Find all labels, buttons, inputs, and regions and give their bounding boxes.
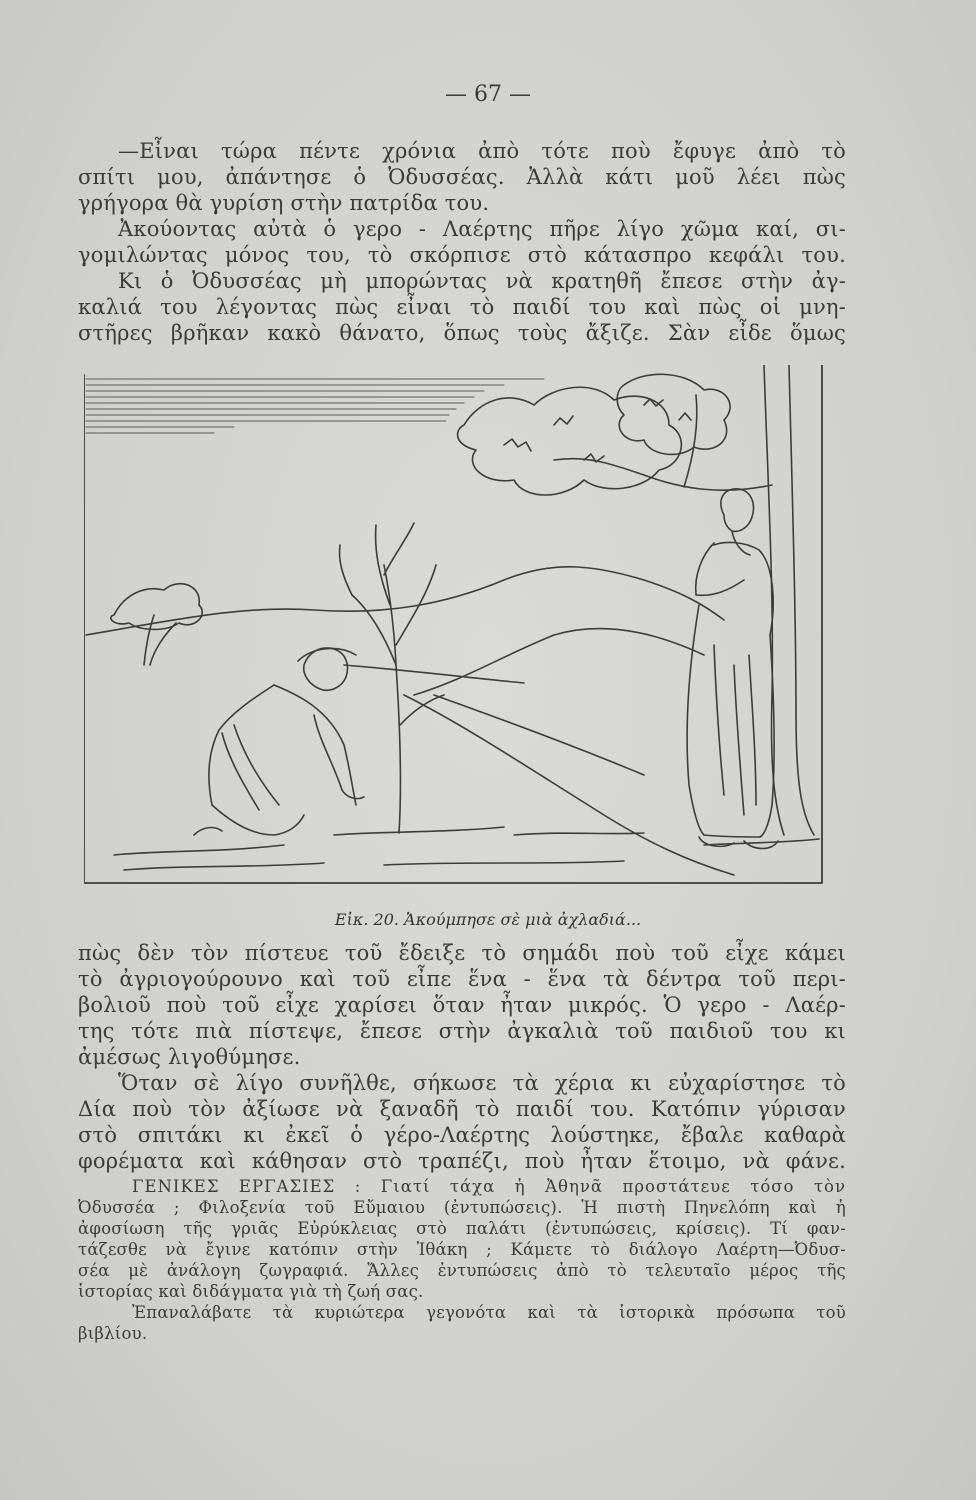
text-line: βιβλίου. [78, 1324, 148, 1343]
text-line: ἀμέσως λιγοθύμησε. [78, 1045, 301, 1069]
text-line: πὼς δὲν τὸν πίστευε τοῦ ἔδειξε τὸ σημάδι ποὺ τοῦ εἶχε κάμει [78, 941, 846, 965]
text-line: τάζεσθε νὰ ἔγινε κατόπιν στὴν Ἰθάκη ; Κάμετε τὸ διάλογο Λαέρτη—Ὀδυσ- [78, 1240, 846, 1259]
text-line: στῆρες βρῆκαν κακὸ θάνατο, ὅπως τοὺς ἄξιζε. Σὰν εἶδε ὅμως [78, 321, 846, 345]
text-line: γρήγορα θὰ γυρίση στὴν πατρίδα του. [78, 191, 490, 215]
figure-caption: Εἰκ. 20. Ἀκούμπησε σὲ μιὰ ἀχλαδιά... [334, 910, 642, 929]
text-line: βολιοῦ ποὺ τοῦ εἶχε χαρίσει ὅταν ἦταν μικρός. Ὁ γερο - Λαέρ- [78, 993, 846, 1017]
text-line: ἀφοσίωση τῆς γριᾶς Εὐρύκλειας στὸ παλάτι (ἐντυπώσεις, κρίσεις). Τί φαν- [78, 1219, 846, 1238]
text-line: Ὀδυσσέα ; Φιλοξενία τοῦ Εὔμαιου (ἐντυπώσεις). Ἡ πιστὴ Πηνελόπη καὶ ἡ [78, 1198, 846, 1217]
text-line: καλιά του λέγοντας πὼς εἶναι τὸ παιδί του καὶ πὼς οἱ μνη- [78, 295, 846, 319]
text-line: ἱστορίας καὶ διδάγματα γιὰ τὴ ζωή σας. [78, 1282, 424, 1301]
page-number: — 67 — [445, 82, 531, 107]
text-line: Ἐπαναλάβατε τὰ κυριώτερα γεγονότα καὶ τὰ ἱστορικὰ πρόσωπα τοῦ [132, 1303, 846, 1322]
text-line: —Εἶναι τώρα πέντε χρόνια ἀπὸ τότε ποὺ ἔφυγε ἀπὸ τὸ [118, 139, 846, 163]
illustration-odysseus-laertes [84, 365, 824, 885]
text-line: φορέματα καὶ κάθησαν στὸ τραπέζι, ποὺ ἦταν ἕτοιμο, νὰ φάνε. [78, 1149, 846, 1173]
text-line: στὸ σπιτάκι κι ἐκεῖ ὁ γέρο-Λαέρτης λούστηκε, ἔβαλε καθαρὰ [78, 1123, 846, 1147]
paragraph-top [78, 138, 846, 346]
text-line: Ὅταν σὲ λίγο συνῆλθε, σήκωσε τὰ χέρια κι εὐχαρίστησε τὸ [118, 1071, 846, 1095]
text-line: της τότε πιὰ πίστεψε, ἔπεσε στὴν ἀγκαλιὰ τοῦ παιδιοῦ του κι [78, 1019, 846, 1043]
general-exercises [78, 1176, 846, 1344]
text-line: τὸ ἀγριογούρουνο καὶ τοῦ εἶπε ἕνα - ἕνα τὰ δέντρα τοῦ περι- [78, 967, 846, 991]
text-line: Κι ὁ Ὀδυσσέας μὴ μπορώντας νὰ κρατηθῆ ἔπεσε στὴν ἀγ- [118, 269, 846, 293]
text-line: σπίτι μου, ἀπάντησε ὁ Ὀδυσσέας. Ἀλλὰ κάτι μοῦ λέει πὼς [78, 165, 846, 189]
paragraph-bottom [78, 940, 846, 1174]
text-line: γομιλώντας μόνος του, τὸ σκόρπισε στὸ κάτασπρο κεφάλι του. [78, 243, 846, 267]
text-line: σέα μὲ ἀνάλογη ζωγραφιά. Ἄλλες ἐντυπώσεις ἀπὸ τὸ τελευταῖο μέρος τῆς [78, 1261, 846, 1280]
exercises-heading-line: ΓΕΝΙΚΕΣ ΕΡΓΑΣΙΕΣ : Γιατί τάχα ἡ Ἀθηνᾶ προστάτευε τόσο τὸν [132, 1177, 846, 1196]
text-line: Δία ποὺ τὸν ἀξίωσε νὰ ξαναδῆ τὸ παιδί του. Κατόπιν γύρισαν [78, 1097, 846, 1121]
text-line: Ἀκούοντας αὐτὰ ὁ γερο - Λαέρτης πῆρε λίγο χῶμα καί, σι- [118, 217, 846, 241]
